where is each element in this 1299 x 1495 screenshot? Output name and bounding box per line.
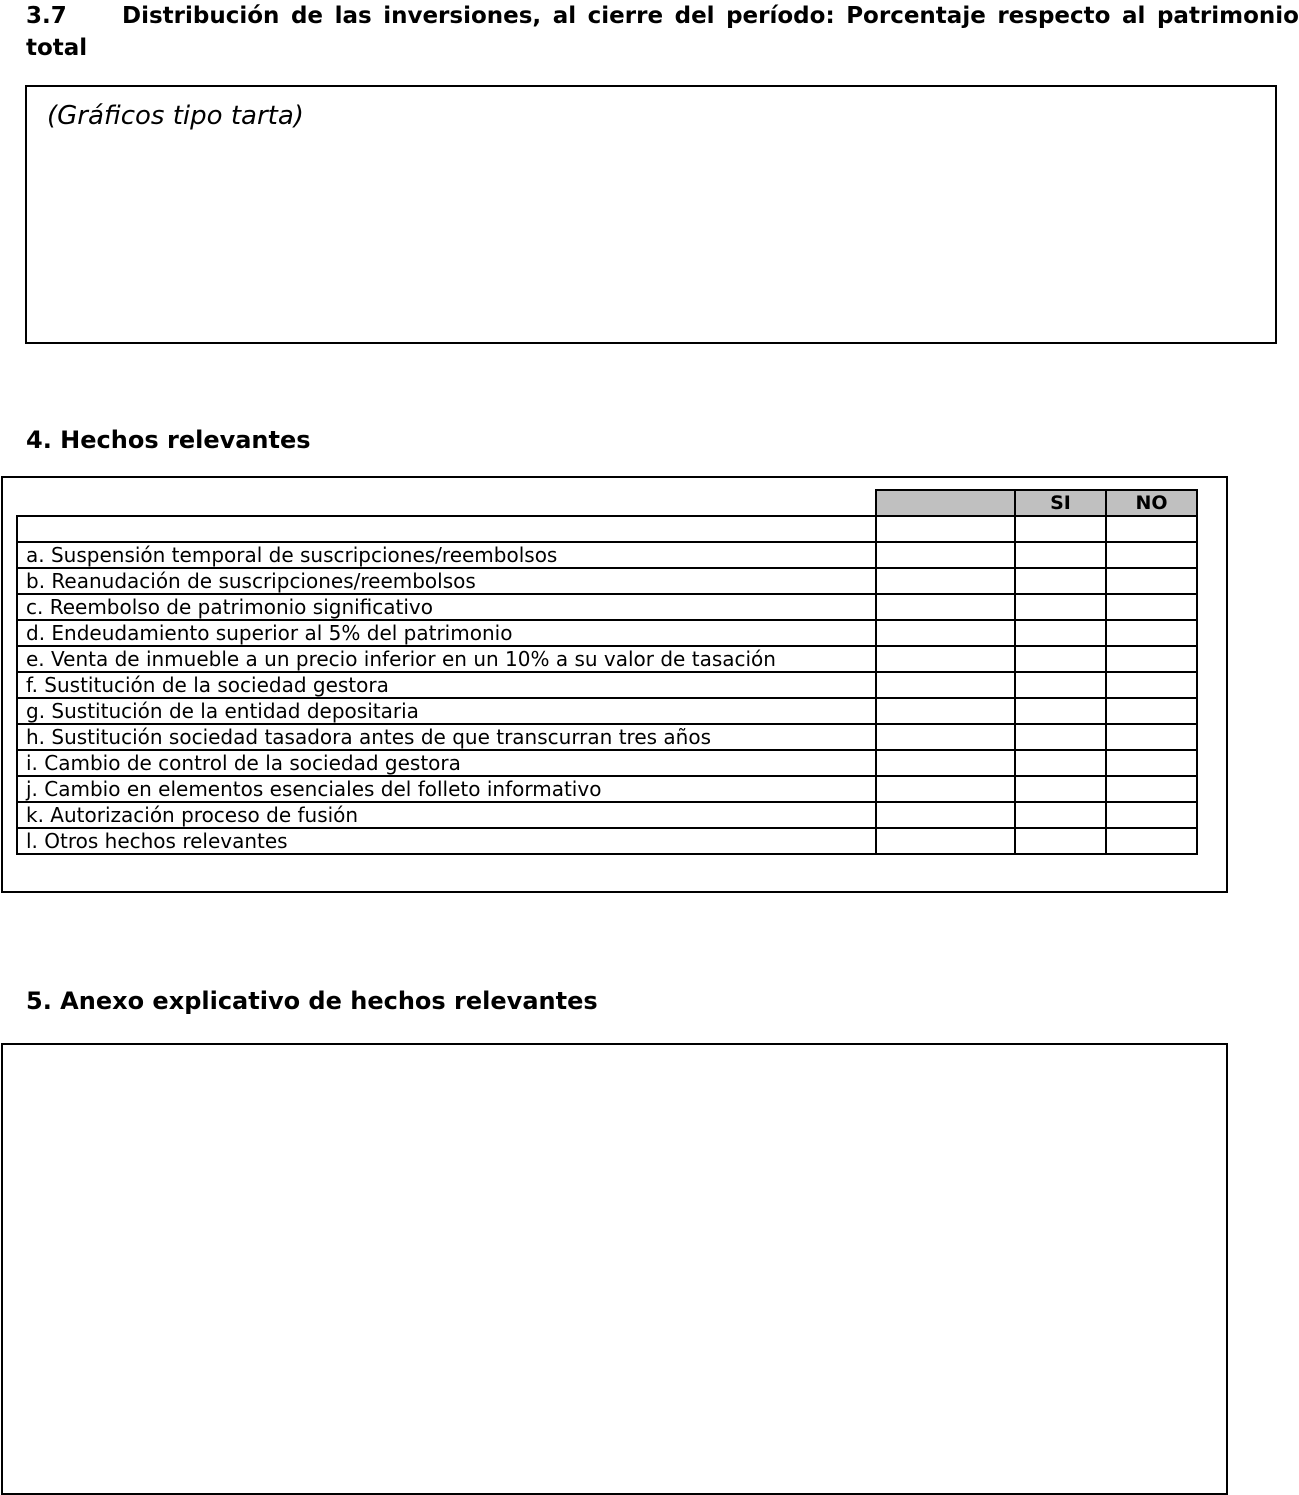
event-detail-cell[interactable]	[876, 620, 1015, 646]
event-si-cell[interactable]	[1015, 620, 1106, 646]
event-no-cell[interactable]	[1106, 724, 1197, 750]
event-detail-cell[interactable]	[876, 698, 1015, 724]
event-no-cell[interactable]	[1106, 594, 1197, 620]
table-row	[17, 776, 1197, 802]
section-5-heading: 5. Anexo explicativo de hechos relevantes	[26, 987, 598, 1015]
event-no-cell[interactable]	[1106, 568, 1197, 594]
event-detail-cell[interactable]	[876, 568, 1015, 594]
section-number: 3.7	[26, 3, 67, 29]
event-si-cell[interactable]	[1015, 594, 1106, 620]
event-detail-cell[interactable]	[876, 516, 1015, 542]
table-row	[17, 620, 1197, 646]
event-detail-cell[interactable]	[876, 828, 1015, 854]
event-no-cell[interactable]	[1106, 620, 1197, 646]
event-no-cell[interactable]	[1106, 750, 1197, 776]
event-si-cell[interactable]	[1015, 724, 1106, 750]
event-detail-cell[interactable]	[876, 724, 1015, 750]
table-row	[17, 698, 1197, 724]
event-si-cell[interactable]	[1015, 750, 1106, 776]
event-label: e. Venta de inmueble a un precio inferior en un 10% a su valor de tasación	[17, 646, 876, 672]
section-3-7-heading	[26, 0, 1299, 64]
event-si-cell[interactable]	[1015, 516, 1106, 542]
event-label: l. Otros hechos relevantes	[17, 828, 876, 854]
table-row	[17, 828, 1197, 854]
event-no-cell[interactable]	[1106, 828, 1197, 854]
relevant-events-table	[16, 489, 1198, 855]
header-no: NO	[1106, 490, 1197, 516]
event-no-cell[interactable]	[1106, 542, 1197, 568]
event-detail-cell[interactable]	[876, 542, 1015, 568]
event-detail-cell[interactable]	[876, 672, 1015, 698]
event-no-cell[interactable]	[1106, 672, 1197, 698]
event-si-cell[interactable]	[1015, 828, 1106, 854]
event-si-cell[interactable]	[1015, 776, 1106, 802]
event-label: a. Suspensión temporal de suscripciones/reembolsos	[17, 542, 876, 568]
header-blank	[17, 490, 876, 516]
event-detail-cell[interactable]	[876, 646, 1015, 672]
table-row	[17, 568, 1197, 594]
event-label: h. Sustitución sociedad tasadora antes de que transcurran tres años	[17, 724, 876, 750]
event-label: j. Cambio en elementos esenciales del folleto informativo	[17, 776, 876, 802]
header-cell	[876, 490, 1015, 516]
event-no-cell[interactable]	[1106, 646, 1197, 672]
event-label: g. Sustitución de la entidad depositaria	[17, 698, 876, 724]
table-row	[17, 516, 1197, 542]
table-header-row	[17, 490, 1197, 516]
event-detail-cell[interactable]	[876, 750, 1015, 776]
section-4-heading: 4. Hechos relevantes	[26, 426, 311, 454]
annex-text-box[interactable]	[1, 1043, 1228, 1495]
event-label: i. Cambio de control de la sociedad gestora	[17, 750, 876, 776]
event-si-cell[interactable]	[1015, 542, 1106, 568]
table-row	[17, 646, 1197, 672]
event-no-cell[interactable]	[1106, 516, 1197, 542]
event-label: b. Reanudación de suscripciones/reembolsos	[17, 568, 876, 594]
event-si-cell[interactable]	[1015, 646, 1106, 672]
event-detail-cell[interactable]	[876, 594, 1015, 620]
event-si-cell[interactable]	[1015, 698, 1106, 724]
event-si-cell[interactable]	[1015, 802, 1106, 828]
event-si-cell[interactable]	[1015, 568, 1106, 594]
event-no-cell[interactable]	[1106, 802, 1197, 828]
event-detail-cell[interactable]	[876, 776, 1015, 802]
table-row	[17, 802, 1197, 828]
event-no-cell[interactable]	[1106, 698, 1197, 724]
event-label: f. Sustitución de la sociedad gestora	[17, 672, 876, 698]
table-row	[17, 594, 1197, 620]
table-row	[17, 672, 1197, 698]
event-label: k. Autorización proceso de fusión	[17, 802, 876, 828]
table-row	[17, 750, 1197, 776]
pie-charts-box	[25, 85, 1277, 344]
event-label	[17, 516, 876, 542]
table-row	[17, 724, 1197, 750]
pie-charts-placeholder: (Gráficos tipo tarta)	[47, 101, 304, 131]
event-detail-cell[interactable]	[876, 802, 1015, 828]
header-si: SI	[1015, 490, 1106, 516]
event-no-cell[interactable]	[1106, 776, 1197, 802]
event-label: d. Endeudamiento superior al 5% del patrimonio	[17, 620, 876, 646]
event-label: c. Reembolso de patrimonio significativo	[17, 594, 876, 620]
event-si-cell[interactable]	[1015, 672, 1106, 698]
section-title: Distribución de las inversiones, al cierre del período: Porcentaje respecto al patrimonio total	[26, 3, 1299, 61]
table-row	[17, 542, 1197, 568]
